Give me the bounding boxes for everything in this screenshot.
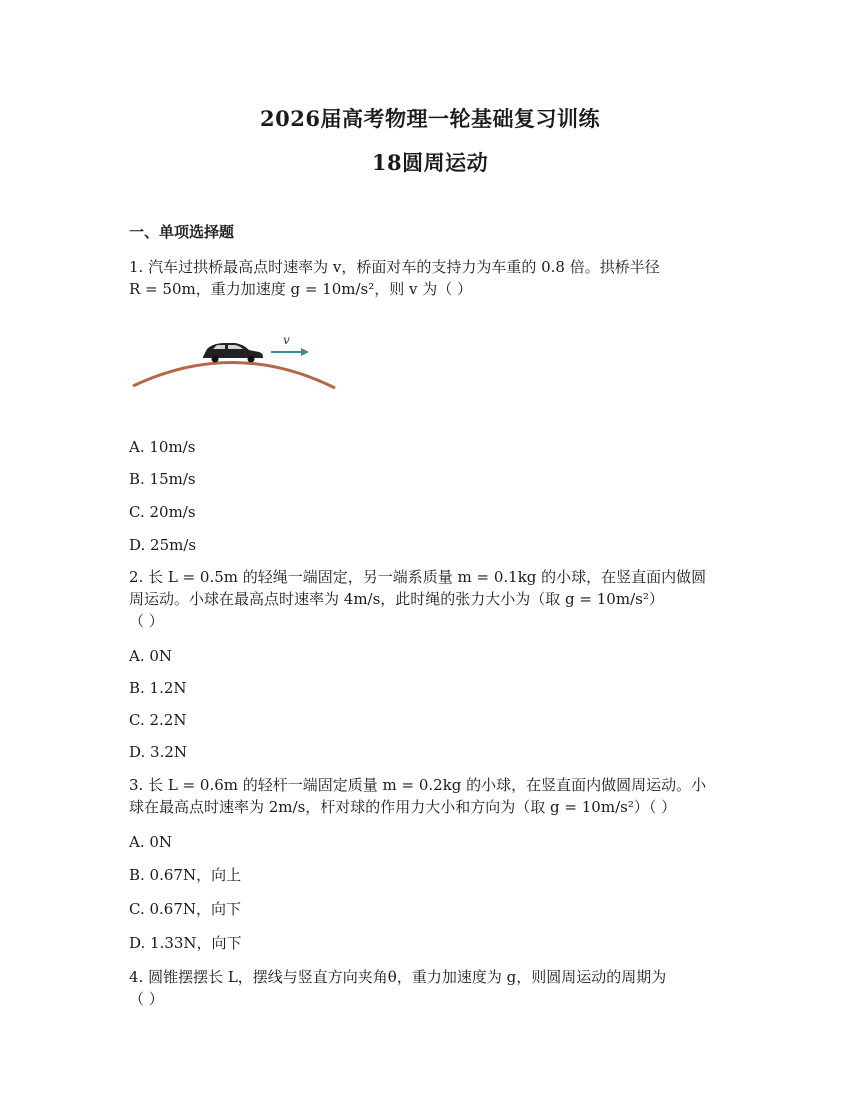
question-3-option-c: C. 0.67N，向下 [129,900,242,918]
velocity-arrow [271,348,309,356]
question-2-option-b: B. 1.2N [129,679,187,697]
question-1-option-d: D. 25m/s [129,536,197,554]
question-1-option-c: C. 20m/s [129,503,196,521]
question-1-option-b: B. 15m/s [129,470,196,488]
document-title: 2026届高考物理一轮基础复习训练 [260,106,600,131]
question-2-option-a: A. 0N [129,647,173,665]
question-3-line-2: 球在最高点时速率为 2m/s，杆对球的作用力大小和方向为（取 g = 10m/s²）（ ） [129,798,677,816]
question-2-line-1: 2. 长 L = 0.5m 的轻绳一端固定，另一端系质量 m = 0.1kg 的小球，在竖直面内做圆 [129,568,707,586]
question-3-line-1: 3. 长 L = 0.6m 的轻杆一端固定质量 m = 0.2kg 的小球，在竖直面内做圆周运动。小 [129,776,707,794]
car-icon [203,343,263,363]
question-2-option-d: D. 3.2N [129,743,188,761]
velocity-label: v [283,333,290,347]
arched-bridge-figure [129,330,339,410]
question-3-option-a: A. 0N [129,833,173,851]
question-1-option-a: A. 10m/s [129,438,196,456]
document-subtitle: 18圆周运动 [371,150,489,175]
question-2-line-2: 周运动。小球在最高点时速率为 4m/s，此时绳的张力大小为（取 g = 10m/s²） [129,590,664,608]
bridge-arch [133,362,335,388]
question-2-line-3: （ ） [129,612,164,630]
question-1-line-2: R = 50m，重力加速度 g = 10m/s²，则 v 为（ ） [129,280,473,298]
question-3-option-d: D. 1.33N，向下 [129,934,242,952]
question-3-option-b: B. 0.67N，向上 [129,866,242,884]
section-heading: 一、单项选择题 [129,223,235,241]
question-4-line-1: 4. 圆锥摆摆长 L，摆线与竖直方向夹角θ，重力加速度为 g，则圆周运动的周期为 [129,968,667,986]
question-4-line-2: （ ） [129,990,164,1008]
question-2-option-c: C. 2.2N [129,711,187,729]
question-1-line-1: 1. 汽车过拱桥最高点时速率为 v，桥面对车的支持力为车重的 0.8 倍。拱桥半径 [129,258,660,276]
